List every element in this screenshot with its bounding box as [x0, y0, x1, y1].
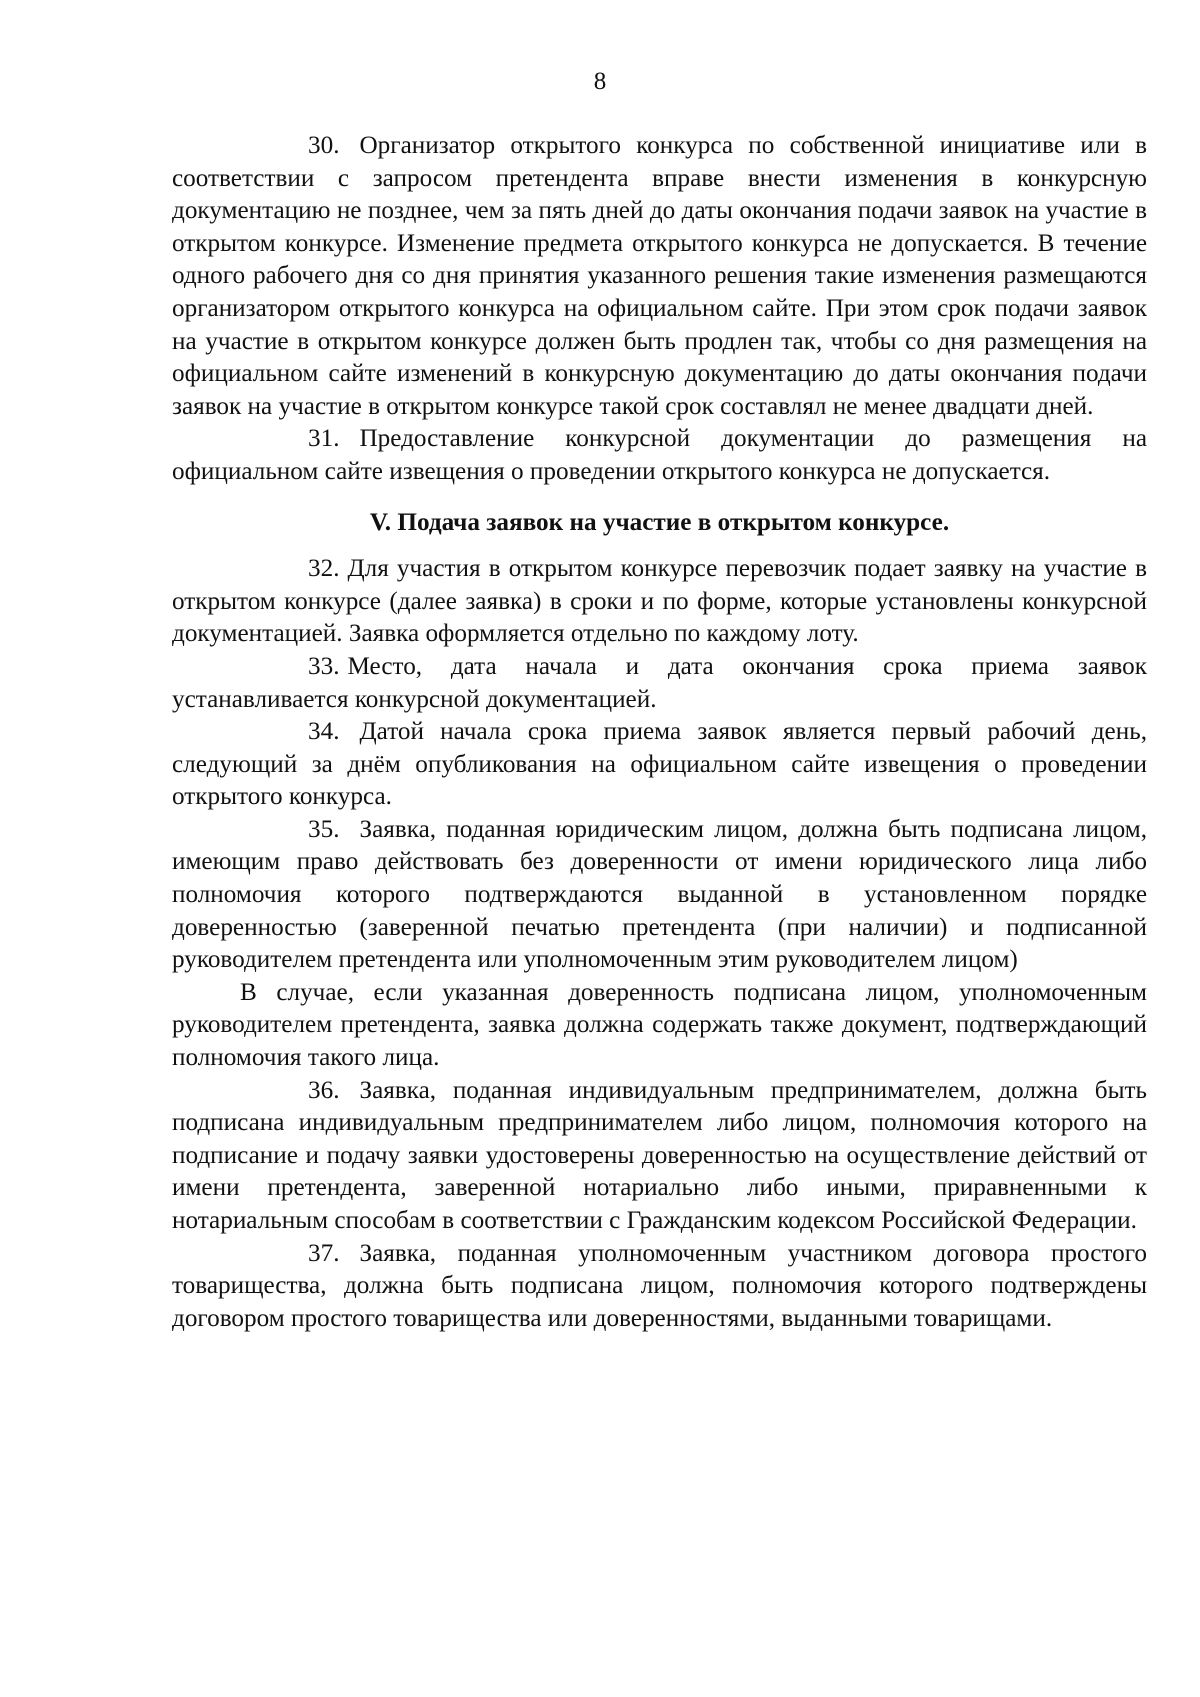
- paragraph-text: Датой начала срока приема заявок является первый рабочий день, следующий за днём опубликования на официальном сайте извещения о проведении открытого конкурса.: [172, 718, 1147, 811]
- paragraph-text: Организатор открытого конкурса по собственной инициативе или в соответствии с запросом претендента вправе внести изменения в конкурсную документацию не позднее, чем за пять дней до даты окончания подачи заявок на участие в открытом конкурсе. Изменение предмета открытого конкурса не допускается. В течение одного рабочего дня со дня принятия указанного решения такие изменения размещаются организатором открытого конкурса на официальном сайте. При этом срок подачи заявок на участие в открытом конкурсе должен быть продлен так, чтобы со дня размещения на официальном сайте изменений в конкурсную документацию до даты окончания подачи заявок на участие в открытом конкурсе такой срок составлял не менее двадцати дней.: [172, 132, 1147, 420]
- paragraph-text: Место, дата начала и дата окончания срока приема заявок устанавливается конкурсной документацией.: [172, 652, 1147, 713]
- paragraph-text: Заявка, поданная индивидуальным предпринимателем, должна быть подписана индивидуальным предпринимателем либо лицом, полномочия которого на подписание и подачу заявки удостоверены доверенностью на осуществление действий от имени претендента, заверенной нотариально либо иными, приравненными к нотариальным способам в соответствии с Гражданским кодексом Российской Федерации.: [172, 1076, 1147, 1234]
- paragraph-text: Предоставление конкурсной документации до размещения на официальном сайте извещения о проведении открытого конкурса не допускается.: [172, 425, 1147, 485]
- paragraph-35-continuation: [172, 977, 1147, 1075]
- paragraph-number: 35.: [308, 815, 340, 843]
- paragraph-number: 33.: [308, 652, 340, 680]
- paragraph-text: Для участия в открытом конкурсе перевозчик подает заявку на участие в открытом конкурсе (далее заявка) в сроки и по форме, которые установлены конкурсной документацией. Заявка оформляется отдельно по каждому лоту.: [172, 555, 1147, 648]
- paragraph-37: [172, 1238, 1147, 1336]
- paragraph-35: [172, 814, 1147, 977]
- paragraph-number: 30.: [308, 132, 340, 159]
- paragraph-number: 37.: [308, 1239, 340, 1267]
- paragraph-33: [172, 651, 1147, 716]
- paragraph-number: 34.: [308, 718, 340, 746]
- page-number: 8: [593, 68, 607, 95]
- paragraph-number: 36.: [308, 1076, 340, 1104]
- paragraph-number: 32.: [308, 555, 340, 583]
- paragraph-text: В случае, если указанная доверенность подписана лицом, уполномоченным руководителем претендента, заявка должна содержать также документ, подтверждающий полномочия такого лица.: [172, 978, 1147, 1072]
- paragraph-31: [172, 423, 1147, 488]
- document-body: [172, 130, 1147, 1335]
- paragraph-number: 31.: [308, 425, 340, 453]
- paragraph-34: [172, 716, 1147, 814]
- paragraph-30: [172, 130, 1147, 423]
- paragraph-32: [172, 553, 1147, 651]
- paragraph-text: Заявка, поданная уполномоченным участником договора простого товарищества, должна быть подписана лицом, полномочия которого подтверждены договором простого товарищества или доверенностями, выданными товарищами.: [172, 1239, 1147, 1332]
- section-heading: V. Подача заявок на участие в открытом конкурсе.: [369, 508, 950, 536]
- paragraph-36: [172, 1075, 1147, 1238]
- paragraph-text: Заявка, поданная юридическим лицом, должна быть подписана лицом, имеющим право действовать без доверенности от имени юридического лица либо полномочия которого подтверждаются выданной в установленном порядке доверенностью (заверенной печатью претендента (при наличии) и подписанной руководителем претендента или уполномоченным этим руководителем лицом): [172, 815, 1147, 974]
